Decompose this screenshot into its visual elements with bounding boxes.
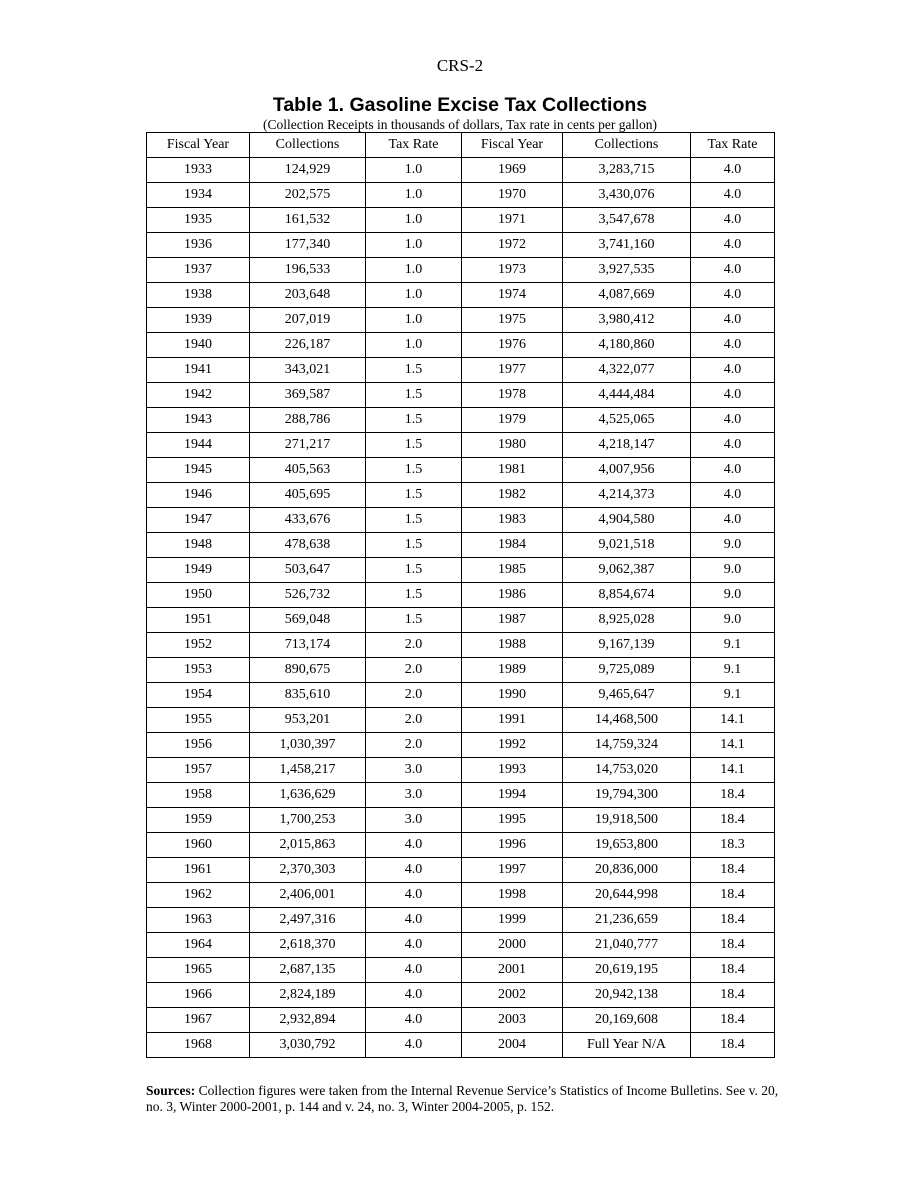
table-cell: 1939: [147, 308, 250, 333]
table-cell: 19,794,300: [563, 783, 691, 808]
table-cell: 1994: [462, 783, 563, 808]
table-cell: 9,725,089: [563, 658, 691, 683]
table-cell: 1954: [147, 683, 250, 708]
table-cell: 288,786: [250, 408, 366, 433]
table-cell: 1977: [462, 358, 563, 383]
table-cell: 9,062,387: [563, 558, 691, 583]
table-row: [147, 483, 775, 508]
table-cell: 2001: [462, 958, 563, 983]
table-cell: 1.0: [366, 258, 462, 283]
table-cell: 1.0: [366, 183, 462, 208]
table-row: [147, 683, 775, 708]
table-cell: 4,322,077: [563, 358, 691, 383]
table-cell: 1947: [147, 508, 250, 533]
table-cell: 2003: [462, 1008, 563, 1033]
table-cell: 14.1: [691, 758, 775, 783]
table-cell: 3,030,792: [250, 1033, 366, 1058]
table-cell: 1985: [462, 558, 563, 583]
table-cell: 4,214,373: [563, 483, 691, 508]
table-cell: 2,824,189: [250, 983, 366, 1008]
table-row: [147, 458, 775, 483]
table-cell: 14,759,324: [563, 733, 691, 758]
table-cell: 3,283,715: [563, 158, 691, 183]
table-cell: 1993: [462, 758, 563, 783]
table-row: [147, 158, 775, 183]
table-cell: 4.0: [691, 483, 775, 508]
table-cell: 2.0: [366, 658, 462, 683]
table-cell: 1941: [147, 358, 250, 383]
table-cell: 1965: [147, 958, 250, 983]
table-cell: 3,927,535: [563, 258, 691, 283]
table-row: [147, 833, 775, 858]
table-row: [147, 1008, 775, 1033]
table-cell: 1943: [147, 408, 250, 433]
table-row: [147, 308, 775, 333]
table-cell: 177,340: [250, 233, 366, 258]
table-row: [147, 183, 775, 208]
table-cell: 4.0: [691, 358, 775, 383]
table-row: [147, 933, 775, 958]
column-header: Tax Rate: [691, 133, 775, 158]
table-cell: 1.0: [366, 158, 462, 183]
table-row: [147, 858, 775, 883]
table-cell: 8,854,674: [563, 583, 691, 608]
table-cell: 1.5: [366, 533, 462, 558]
table-cell: 4,007,956: [563, 458, 691, 483]
column-header: Collections: [563, 133, 691, 158]
table-row: [147, 608, 775, 633]
table-cell: 4.0: [691, 233, 775, 258]
table-cell: 1972: [462, 233, 563, 258]
table-cell: Full Year N/A: [563, 1033, 691, 1058]
table-cell: 1949: [147, 558, 250, 583]
table-cell: 9.1: [691, 683, 775, 708]
table-cell: 1990: [462, 683, 563, 708]
table-cell: 124,929: [250, 158, 366, 183]
table-cell: 890,675: [250, 658, 366, 683]
table-cell: 1998: [462, 883, 563, 908]
table-cell: 14.1: [691, 733, 775, 758]
table-cell: 4.0: [366, 1033, 462, 1058]
table-subtitle: (Collection Receipts in thousands of dollars, Tax rate in cents per gallon): [263, 117, 657, 132]
table-cell: 4,180,860: [563, 333, 691, 358]
table-cell: 1970: [462, 183, 563, 208]
table-cell: 1,458,217: [250, 758, 366, 783]
page-header: CRS-2: [436, 56, 484, 75]
table-row: [147, 558, 775, 583]
table-cell: 1936: [147, 233, 250, 258]
table-cell: 3,547,678: [563, 208, 691, 233]
table-cell: 1.5: [366, 458, 462, 483]
table-cell: 203,648: [250, 283, 366, 308]
table-cell: 1969: [462, 158, 563, 183]
table-cell: 1,636,629: [250, 783, 366, 808]
table-cell: 1935: [147, 208, 250, 233]
table-cell: 14,753,020: [563, 758, 691, 783]
table-body: [147, 158, 775, 1058]
table-cell: 3,980,412: [563, 308, 691, 333]
table-cell: 1.5: [366, 608, 462, 633]
table-cell: 4,904,580: [563, 508, 691, 533]
table-cell: 207,019: [250, 308, 366, 333]
table-cell: 1979: [462, 408, 563, 433]
table-cell: 8,925,028: [563, 608, 691, 633]
table-cell: 4,218,147: [563, 433, 691, 458]
table-cell: 405,695: [250, 483, 366, 508]
table-cell: 1.5: [366, 383, 462, 408]
table-cell: 4.0: [691, 508, 775, 533]
table-cell: 1940: [147, 333, 250, 358]
table-cell: 4.0: [691, 408, 775, 433]
table-cell: 1996: [462, 833, 563, 858]
table-cell: 569,048: [250, 608, 366, 633]
table-cell: 4.0: [366, 883, 462, 908]
table-cell: 2,687,135: [250, 958, 366, 983]
table-cell: 1976: [462, 333, 563, 358]
sources-text: Collection figures were taken from the Internal Revenue Service’s Statistics of Income Bulletins. See v. 20, no. 3, Winter 2000-2001, p. 144 and v. 24, no. 3, Winter 2004-2005, p. 152.: [146, 1083, 779, 1114]
table-cell: 1937: [147, 258, 250, 283]
table-cell: 3,741,160: [563, 233, 691, 258]
table-cell: 478,638: [250, 533, 366, 558]
table-cell: 1960: [147, 833, 250, 858]
table-cell: 3.0: [366, 783, 462, 808]
table-cell: 4.0: [691, 283, 775, 308]
table-cell: 1981: [462, 458, 563, 483]
table-row: [147, 408, 775, 433]
table-cell: 1946: [147, 483, 250, 508]
table-cell: 1958: [147, 783, 250, 808]
table-cell: 835,610: [250, 683, 366, 708]
table-cell: 9,465,647: [563, 683, 691, 708]
table-cell: 1987: [462, 608, 563, 633]
table-cell: 1948: [147, 533, 250, 558]
table-cell: 1978: [462, 383, 563, 408]
table-cell: 1.5: [366, 558, 462, 583]
table-cell: 1968: [147, 1033, 250, 1058]
table-cell: 2,406,001: [250, 883, 366, 908]
table-row: [147, 883, 775, 908]
table-cell: 4.0: [691, 458, 775, 483]
table-cell: 161,532: [250, 208, 366, 233]
table-cell: 1997: [462, 858, 563, 883]
table-cell: 4.0: [691, 333, 775, 358]
table-cell: 1934: [147, 183, 250, 208]
table-cell: 20,942,138: [563, 983, 691, 1008]
table-cell: 18.4: [691, 858, 775, 883]
table-cell: 1950: [147, 583, 250, 608]
table-cell: 1995: [462, 808, 563, 833]
table-cell: 503,647: [250, 558, 366, 583]
table-cell: 343,021: [250, 358, 366, 383]
table-cell: 4,525,065: [563, 408, 691, 433]
table-cell: 4.0: [691, 183, 775, 208]
table-row: [147, 383, 775, 408]
table-cell: 1984: [462, 533, 563, 558]
table-title: Table 1. Gasoline Excise Tax Collections: [272, 94, 648, 116]
table-cell: 4,444,484: [563, 383, 691, 408]
table-row: [147, 358, 775, 383]
table-cell: 1967: [147, 1008, 250, 1033]
table-cell: 19,653,800: [563, 833, 691, 858]
table-cell: 14.1: [691, 708, 775, 733]
table-cell: 9.0: [691, 608, 775, 633]
table-cell: 1975: [462, 308, 563, 333]
table-cell: 2.0: [366, 633, 462, 658]
table-row: [147, 658, 775, 683]
table-row: [147, 908, 775, 933]
table-cell: 9,167,139: [563, 633, 691, 658]
table-cell: 4.0: [691, 383, 775, 408]
table-cell: 1971: [462, 208, 563, 233]
table-cell: 4.0: [691, 433, 775, 458]
table-cell: 3.0: [366, 758, 462, 783]
table-cell: 1992: [462, 733, 563, 758]
table-cell: 1973: [462, 258, 563, 283]
table-cell: 4.0: [366, 858, 462, 883]
table-cell: 2,932,894: [250, 1008, 366, 1033]
table-cell: 20,169,608: [563, 1008, 691, 1033]
table-cell: 433,676: [250, 508, 366, 533]
table-cell: 9.1: [691, 658, 775, 683]
table-cell: 9.1: [691, 633, 775, 658]
table-cell: 1.0: [366, 308, 462, 333]
table-row: [147, 508, 775, 533]
table-cell: 1953: [147, 658, 250, 683]
table-cell: 9,021,518: [563, 533, 691, 558]
table-cell: 196,533: [250, 258, 366, 283]
table-cell: 4.0: [366, 908, 462, 933]
table-cell: 18.4: [691, 808, 775, 833]
table-cell: 1982: [462, 483, 563, 508]
table-cell: 18.4: [691, 783, 775, 808]
table-cell: 1961: [147, 858, 250, 883]
table-cell: 4.0: [691, 208, 775, 233]
table-cell: 1.5: [366, 433, 462, 458]
table-row: [147, 233, 775, 258]
table-row: [147, 633, 775, 658]
table-cell: 2.0: [366, 733, 462, 758]
table-cell: 2.0: [366, 708, 462, 733]
table-cell: 1959: [147, 808, 250, 833]
sources-label: Sources:: [146, 1083, 196, 1098]
table-cell: 1952: [147, 633, 250, 658]
table-cell: 1966: [147, 983, 250, 1008]
table-cell: 2,618,370: [250, 933, 366, 958]
table-row: [147, 958, 775, 983]
table-row: [147, 583, 775, 608]
table-cell: 1.0: [366, 333, 462, 358]
table-cell: 14,468,500: [563, 708, 691, 733]
table-row: [147, 1033, 775, 1058]
table-cell: 4.0: [691, 308, 775, 333]
table-cell: 18.4: [691, 883, 775, 908]
table-cell: 1.0: [366, 208, 462, 233]
table-cell: 271,217: [250, 433, 366, 458]
table-cell: 3,430,076: [563, 183, 691, 208]
table-cell: 1999: [462, 908, 563, 933]
table-cell: 1,030,397: [250, 733, 366, 758]
table-cell: 9.0: [691, 533, 775, 558]
table-cell: 1964: [147, 933, 250, 958]
table-cell: 20,644,998: [563, 883, 691, 908]
column-header: Collections: [250, 133, 366, 158]
table-cell: 18.4: [691, 958, 775, 983]
table-cell: 1,700,253: [250, 808, 366, 833]
table-cell: 1974: [462, 283, 563, 308]
table-cell: 2004: [462, 1033, 563, 1058]
column-header: Fiscal Year: [147, 133, 250, 158]
table-cell: 21,040,777: [563, 933, 691, 958]
table-row: [147, 808, 775, 833]
table-cell: 1944: [147, 433, 250, 458]
table-cell: 18.4: [691, 908, 775, 933]
table-row: [147, 758, 775, 783]
table-row: [147, 283, 775, 308]
column-header: Fiscal Year: [462, 133, 563, 158]
table-cell: 1980: [462, 433, 563, 458]
table-cell: 4.0: [366, 933, 462, 958]
table-cell: 21,236,659: [563, 908, 691, 933]
table-cell: 1.5: [366, 508, 462, 533]
table-cell: 18.4: [691, 1008, 775, 1033]
table-cell: 526,732: [250, 583, 366, 608]
table-cell: 369,587: [250, 383, 366, 408]
table-cell: 19,918,500: [563, 808, 691, 833]
table-cell: 9.0: [691, 558, 775, 583]
table-cell: 2,497,316: [250, 908, 366, 933]
table-cell: 1938: [147, 283, 250, 308]
table-cell: 4.0: [366, 1008, 462, 1033]
table-cell: 226,187: [250, 333, 366, 358]
table-cell: 1942: [147, 383, 250, 408]
table-cell: 20,836,000: [563, 858, 691, 883]
table-cell: 405,563: [250, 458, 366, 483]
table-cell: 4.0: [366, 833, 462, 858]
table-cell: 202,575: [250, 183, 366, 208]
table-cell: 2,370,303: [250, 858, 366, 883]
table-cell: 1951: [147, 608, 250, 633]
table-cell: 1956: [147, 733, 250, 758]
table-cell: 1.5: [366, 483, 462, 508]
table-row: [147, 208, 775, 233]
column-header: Tax Rate: [366, 133, 462, 158]
table-cell: 1.0: [366, 233, 462, 258]
table-cell: 18.4: [691, 983, 775, 1008]
table-cell: 1.5: [366, 583, 462, 608]
table-row: [147, 733, 775, 758]
table-cell: 18.3: [691, 833, 775, 858]
table-row: [147, 533, 775, 558]
table-cell: 1933: [147, 158, 250, 183]
table-row: [147, 708, 775, 733]
table-row: [147, 783, 775, 808]
table-cell: 1.0: [366, 283, 462, 308]
table-row: [147, 983, 775, 1008]
table-row: [147, 433, 775, 458]
table-cell: 1963: [147, 908, 250, 933]
table-row: [147, 333, 775, 358]
table-cell: 1945: [147, 458, 250, 483]
table-cell: 4,087,669: [563, 283, 691, 308]
sources-note: [146, 1083, 786, 1115]
table-cell: 953,201: [250, 708, 366, 733]
table-header-row: [147, 133, 775, 158]
table-cell: 4.0: [691, 258, 775, 283]
table-cell: 1991: [462, 708, 563, 733]
table-cell: 9.0: [691, 583, 775, 608]
table-cell: 1988: [462, 633, 563, 658]
table-cell: 1.5: [366, 358, 462, 383]
table-cell: 20,619,195: [563, 958, 691, 983]
table-cell: 4.0: [691, 158, 775, 183]
table-cell: 1955: [147, 708, 250, 733]
table-cell: 3.0: [366, 808, 462, 833]
table-cell: 2002: [462, 983, 563, 1008]
table-cell: 2.0: [366, 683, 462, 708]
table-cell: 1989: [462, 658, 563, 683]
table-cell: 713,174: [250, 633, 366, 658]
table-cell: 4.0: [366, 958, 462, 983]
table-cell: 1983: [462, 508, 563, 533]
gasoline-tax-table: [146, 132, 775, 1058]
table-cell: 18.4: [691, 1033, 775, 1058]
table-cell: 1.5: [366, 408, 462, 433]
table-cell: 4.0: [366, 983, 462, 1008]
table-cell: 1962: [147, 883, 250, 908]
table-cell: 1986: [462, 583, 563, 608]
table-cell: 2000: [462, 933, 563, 958]
table-row: [147, 258, 775, 283]
table-cell: 1957: [147, 758, 250, 783]
table-cell: 18.4: [691, 933, 775, 958]
table-cell: 2,015,863: [250, 833, 366, 858]
